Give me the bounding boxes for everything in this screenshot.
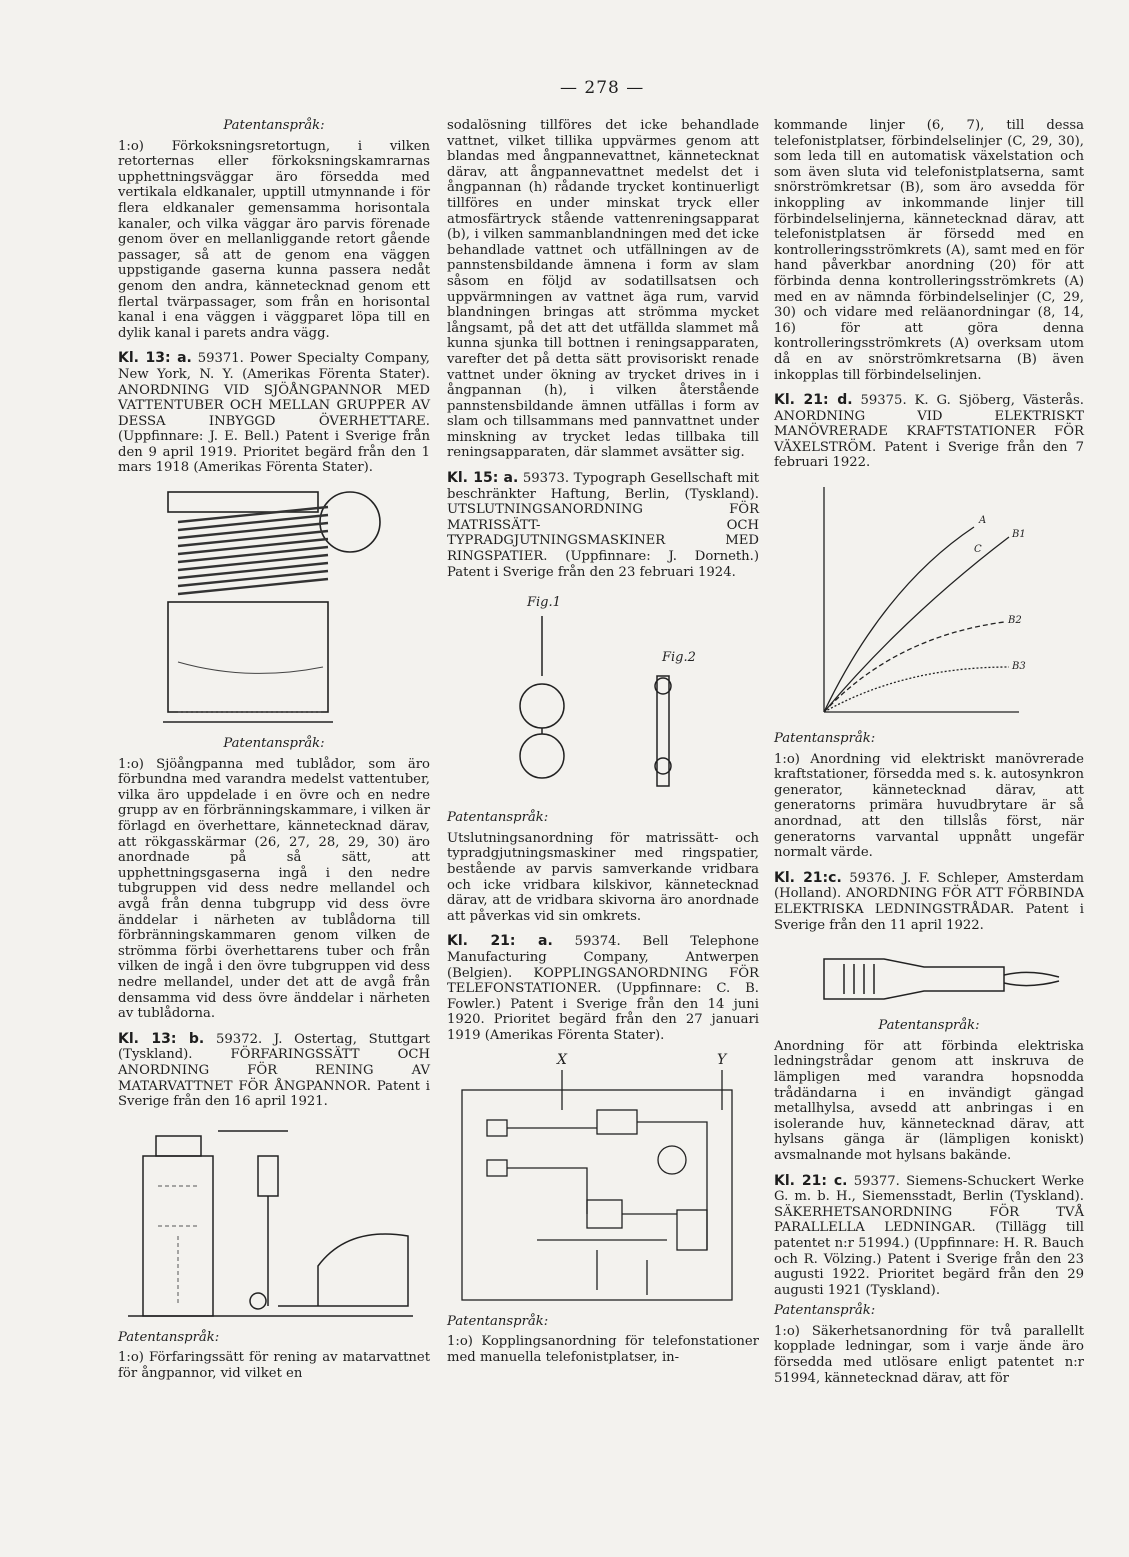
- generator-curve-graph: [774, 477, 1074, 727]
- curve-a: [824, 527, 974, 712]
- entry-text: 59371. Power Specialty Company, New York, N. Y. (Amerikas Förenta Stater). ANORDNING VID SJÖÅNGPANNOR MED VATTENTUBER OCH MELLAN GRUPPER AV DESSA INBYGGD ÖVERHETTARE. (Uppfinnare: J. E. Bell.) Patent i Sverige från den 9 april 1919. Prioritet begärd från den 1 mars 1918 (Amerikas Förenta Stater).: [118, 351, 430, 476]
- label-a: A: [979, 515, 987, 527]
- label-b1: B1: [1012, 529, 1026, 541]
- column-middle: [447, 118, 759, 1370]
- class-label: Kl. 15: a.: [447, 470, 519, 487]
- claim-text: 1:o) Förfaringssätt för rening av matarvattnet för ångpannor, vid vilket en: [118, 1350, 430, 1381]
- patent-entry-59377: [774, 1174, 1084, 1299]
- claim-label: Patentanspråk:: [774, 731, 876, 747]
- continued-text: sodalösning tillföres det icke behandlade vattnet, vilket tillika uppvärmes genom att blandas med ångpannevattnet, kännetecknat därav, att ångpannevattnet medelst det i ångpannan (h) rådande trycket kontinuerligt tillföres en under minskat tryck eller atmosfärtryck stående vattenreningsapparat (b), i vilken sammanblandningen med det icke behandlade vattnet och utfällningen av de pannstensbildande ämnena i form av slam såsom en följd av sodatillsatsen och uppvärmningen av vattnet äga rum, varvid blandningen bringas att strömma mycket långsamt, på det att det utfällda slammet må kunna sjunka till bottnen i reningsapparaten, varefter det på detta sätt provisoriskt renade vattnet under ökning av trycket drives in i ångpannan (h), i vilken återstående pannstensbildande ämnen utfällas i form av slam och tillsammans med pannvattnet under minskning av trycket ledas tillbaka till reningsapparaten, där slammet avsätter sig.: [447, 118, 759, 461]
- typecasting-drawing: [447, 586, 747, 806]
- entry-text: 59373. Typograph Gesellschaft mit beschränkter Haftung, Berlin, (Tyskland). UTSLUTNINGSANORDNING FÖR MATRISSÄTT- OCH TYPRADGJUTNINGSMASKINER MED RINGSPATIER. (Uppfinnare: J. Dorneth.) Patent i Sverige från den 23 februari 1924.: [447, 471, 759, 580]
- patent-entry-59374: [447, 934, 759, 1043]
- entry-text: 59374. Bell Telephone Manufacturing Company, Antwerpen (Belgien). KOPPLINGSANORDNING FÖR TELEFONSTATIONER. (Uppfinnare: C. B. Fowler.) Patent i Sverige från den 14 juni 1920. Prioritet begärd från den 27 januari 1919 (Amerikas Förenta Stater).: [447, 934, 759, 1043]
- entry-text: 59375. K. G. Sjöberg, Västerås. ANORDNING VID ELEKTRISKT MANÖVRERADE KRAFTSTATIONER FÖR VÄXELSTRÖM. Patent i Sverige från den 7 februari 1922.: [774, 393, 1084, 471]
- claim-text: 1:o) Kopplingsanordning för telefonstationer med manuella telefonistplatser, in-: [447, 1334, 759, 1365]
- class-label: Kl. 13: a.: [118, 350, 192, 367]
- claim-text: 1:o) Sjöångpanna med tublådor, som äro förbundna med varandra medelst vattentuber, vilka äro uppdelade i en övre och en nedre grupp av en förbränningskammare, i vilken är förlagd en överhettare, kännetecknad därav, att rökgasskärmar (26, 27, 28, 29, 30) äro anordnade på så sätt, att upphettningsgaserna ingå i den nedre tubgruppen vid dess nedre mellandel och avgå från denna tubgrupp vid dess övre änddelar i närheten av tublådorna till förbränningskammaren genom vilken de strömma förbi överhettarens tuber och från vilken de ingå i den övre tubgruppen vid dess nedre mellandel, under det att de avgå från densamma vid dess övre änddelar i närheten av tublådorna.: [118, 756, 430, 1022]
- claim-text: Anordning för att förbinda elektriska ledningstrådar genom att inskruva de lämpligen med varandra hopsnodda trådändarna i en invändigt gängad metallhylsa, avsedd att anbringas i en isolerande huv, kännetecknad därav, att hylsans gänga är (lämpligen koniskt) avsmalnande mot hylsans bakände.: [774, 1038, 1084, 1163]
- class-label: Kl. 13: b.: [118, 1030, 205, 1047]
- claim-label: Patentanspråk:: [447, 810, 549, 826]
- label-b2: B2: [1008, 615, 1022, 627]
- pump: [258, 1156, 278, 1196]
- patent-entry-59372: [118, 1032, 430, 1110]
- claim-text: Utslutningsanordning för matrissätt- och typradgjutningsmaskiner med ringspatier, bestående av parvis samverkande vridbara och icke vridbara kilskivor, kännetecknad därav, att de vridbara skivorna äro anordnade att påverkas vid sin omkrets.: [447, 830, 759, 924]
- continued-text: kommande linjer (6, 7), till dessa telefonistplatser, förbindelselinjer (C, 29, 30), som leda till en automatisk växelstation och som även sluta vid telefonistplatserna, samt snörströmkretsar (B), som äro avsedda för inkoppling av inkommande linjer till förbindelselinjerna, kännetecknad därav, att telefonistplatsen är försedd med en kontrolleringsströmkrets (A), samt med en för hand påverkbar anordning (20) för att förbinda denna kontrolleringsströmkrets (A) med en av nämnda förbindelselinjer (C, 29, 30) och vidare med reläanordningar (8, 14, 16) för att göra denna kontrolleringsströmkrets (A) overksam utom då en av snörströmkretsarna (B) även inkopplas till förbindelselinjen.: [774, 118, 1084, 383]
- lower-disc: [520, 734, 564, 778]
- page-number: — 278 —: [560, 78, 645, 98]
- y-label: Y: [717, 1051, 727, 1068]
- x-label: X: [557, 1051, 567, 1068]
- claim-text: 1:o) Anordning vid elektriskt manövrerade kraftstationer, försedda med s. k. autosynkron generator, kännetecknad därav, att generatorns primära huvudbrytare är så anordnad, att den tillslås först, när generatorns varvantal uppnått ungefär normalt värde.: [774, 751, 1084, 861]
- fig2-label: Fig.2: [662, 650, 696, 666]
- patent-entry-59375: [774, 393, 1084, 471]
- label-c: C: [974, 544, 982, 556]
- claim-text: 1:o) Förkoksningsretortugn, i vilken retorternas eller förkoksningskamrarnas upphettningsväggar äro försedda med vertikala eldkanaler, upptill utmynnande i för flera eldkanaler gemensamma horisontala kanaler, och vilka väggar äro parvis förenade genom över en mellanliggande retort gående passager, så att de genom ena väggen uppstigande gaserna kunna passera nedåt genom den andra, kännetecknad genom ett flertal tvärpassager, som från en horisontal kanal i ena väggen i väggparet löpa till en dylik kanal i parets andra vägg.: [118, 138, 430, 341]
- firebox: [168, 602, 328, 712]
- entry-text: 59377. Siemens-Schuckert Werke G. m. b. H., Siemensstadt, Berlin (Tyskland). SÄKERHETSANORDNING FÖR TVÅ PARALLELLA LEDNINGAR. (Tillägg till patentet n:r 51994.) (Uppfinnare: H. R. Bauch och R. Völzing.) Patent i Sverige från den 23 augusti 1922. Prioritet begärd från den 29 augusti 1921 (Tyskland).: [774, 1173, 1084, 1298]
- claim-text: 1:o) Säkerhetsanordning för två parallellt kopplade ledningar, som i varje ände äro försedda med utlösare enligt patentet n:r 51994, kännetecknad därav, att för: [774, 1323, 1084, 1386]
- claim-label: Patentanspråk:: [118, 1329, 220, 1345]
- class-label: Kl. 21:c.: [774, 869, 842, 886]
- patent-entry-59376: [774, 871, 1084, 933]
- patent-entry-59373: [447, 471, 759, 580]
- class-label: Kl. 21: a.: [447, 933, 553, 950]
- entry-text: 59372. J. Ostertag, Stuttgart (Tyskland). FÖRFARINGSSÄTT OCH ANORDNING FÖR RENING AV MATARVATTNET FÖR ÅNGPANNOR. Patent i Sverige från den 16 april 1921.: [118, 1031, 430, 1110]
- claim-label: Patentanspråk:: [774, 1303, 876, 1319]
- boiler-drawing: [118, 482, 418, 732]
- curve-b1: [824, 537, 1009, 712]
- connector-sleeve: [824, 959, 1004, 999]
- claim-label: Patentanspråk:: [447, 1313, 549, 1329]
- curve-b2: [824, 622, 1004, 712]
- steam-drum: [320, 492, 380, 552]
- entry-text: 59376. J. F. Schleper, Amsterdam (Holland). ANORDNING FÖR ATT FÖRBINDA ELEKTRISKA LEDNINGSTRÅDAR. Patent i Sverige från den 11 april 1922.: [774, 870, 1084, 933]
- claim-label: Patentanspråk:: [878, 1018, 980, 1034]
- column-right: [774, 118, 1084, 1391]
- fig1-label: Fig.1: [527, 595, 561, 611]
- claim-label: Patentanspråk:: [223, 736, 325, 752]
- tube-bank: [178, 507, 328, 594]
- column-left: [118, 118, 430, 1387]
- upper-disc: [520, 684, 564, 728]
- class-label: Kl. 21: d.: [774, 392, 853, 409]
- patent-entry-59371: [118, 351, 430, 476]
- claim-label: Patentanspråk:: [223, 118, 325, 133]
- label-b3: B3: [1012, 661, 1026, 673]
- drum-box: [168, 492, 318, 512]
- class-label: Kl. 21: c.: [774, 1172, 848, 1189]
- curve-b3: [824, 667, 1009, 712]
- wire-connector-drawing: [774, 939, 1074, 1014]
- water-purifier-drawing: [118, 1116, 418, 1326]
- circuit-diagram: [447, 1050, 747, 1310]
